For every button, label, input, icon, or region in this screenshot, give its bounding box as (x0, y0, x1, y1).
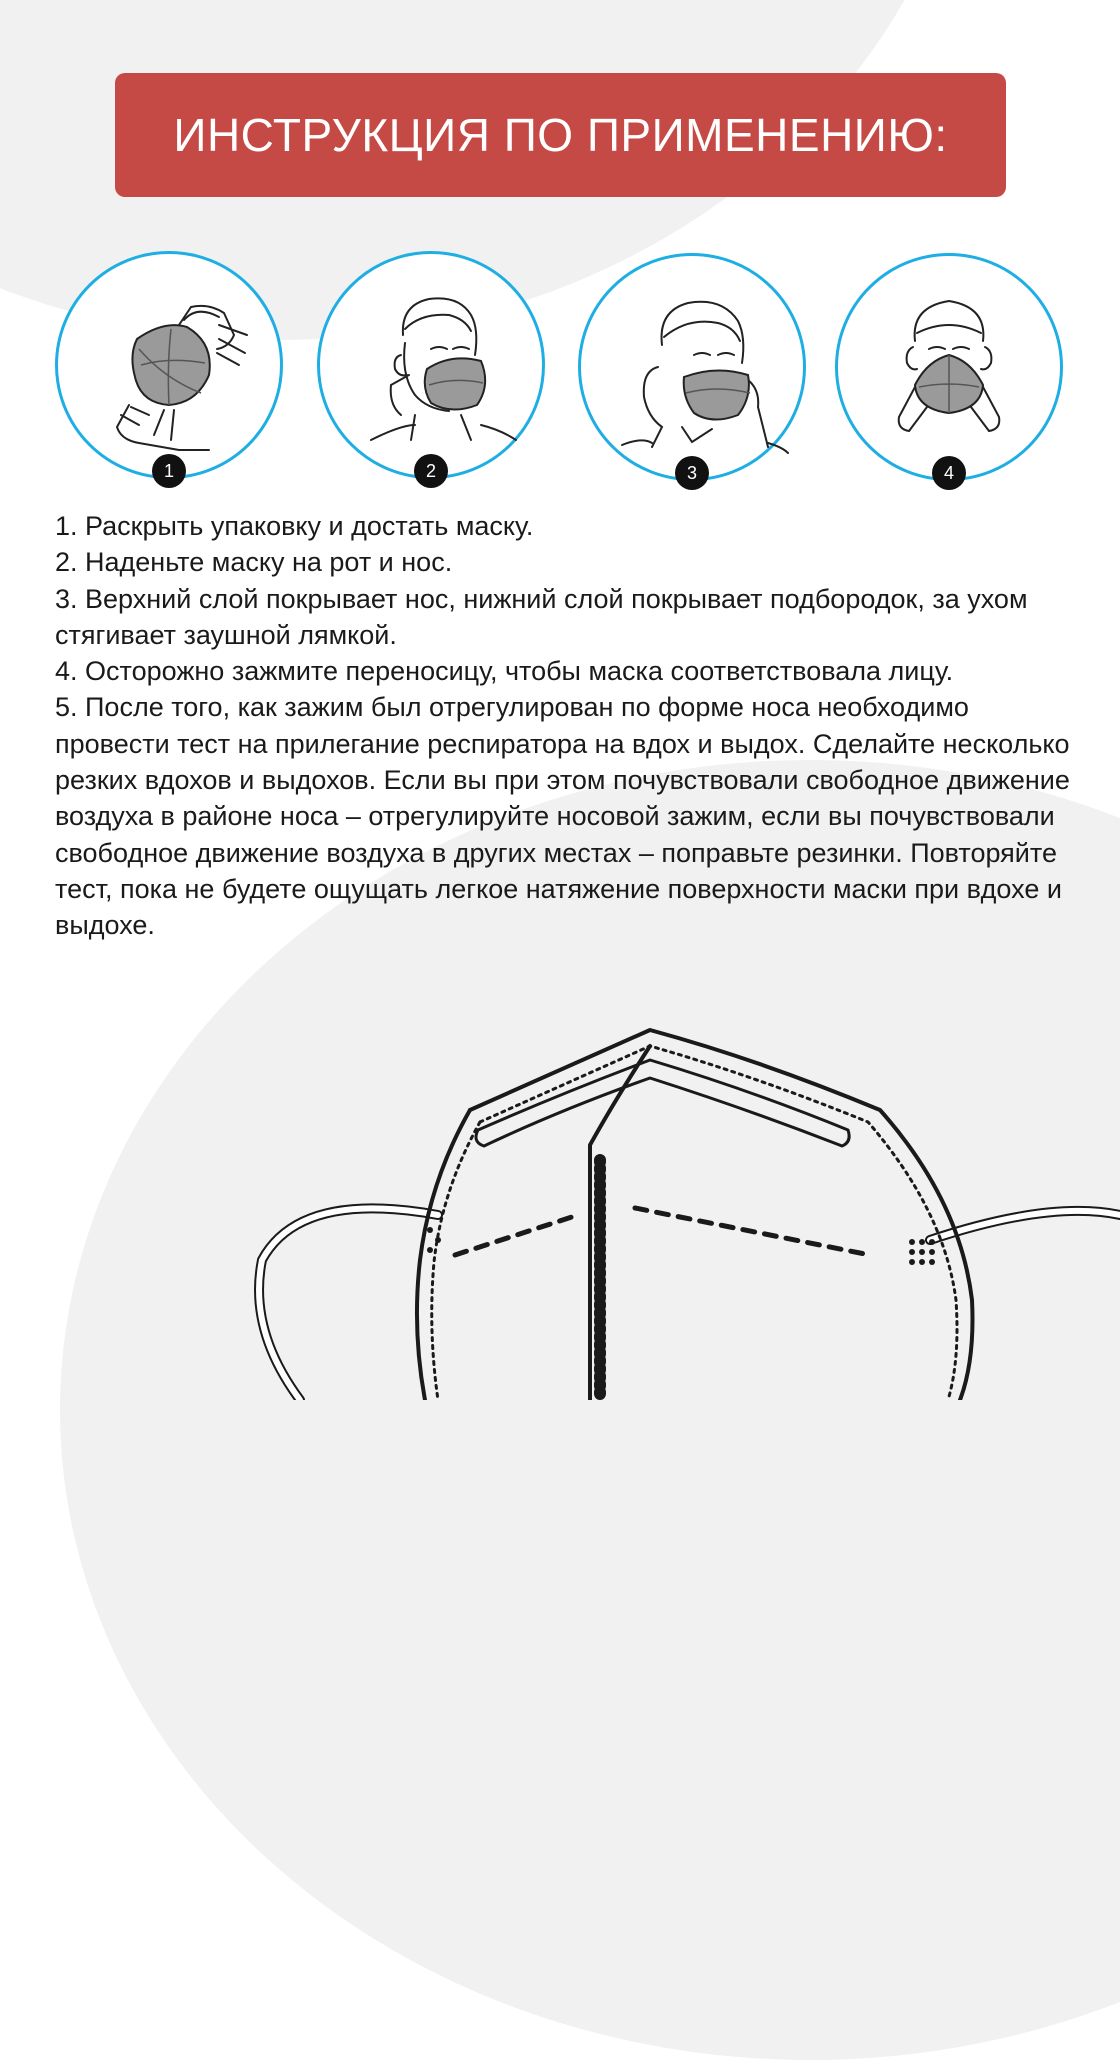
background-shape-bottom (60, 760, 1120, 2060)
step-2 (317, 251, 545, 479)
step-number-badge: 3 (675, 456, 709, 490)
step-number-badge: 1 (152, 454, 186, 488)
step-4 (835, 253, 1063, 481)
respirator-mask-icon (0, 1000, 1120, 1400)
adjust-ear-loops-icon (592, 267, 792, 467)
open-package-icon (69, 265, 269, 465)
instructions-list (55, 508, 1075, 944)
page-title: ИНСТРУКЦИЯ ПО ПРИМЕНЕНИЮ: (173, 109, 948, 161)
instruction-item: 1. Раскрыть упаковку и достать маску. (55, 511, 534, 541)
title-banner (115, 73, 1006, 197)
put-on-mask-icon (331, 265, 531, 465)
instruction-item: 4. Осторожно зажмите переносицу, чтобы маска соответствовала лицу. (55, 656, 954, 687)
press-nose-clip-icon (849, 267, 1049, 467)
step-number-badge: 2 (414, 454, 448, 488)
step-1 (55, 251, 283, 479)
instruction-item: 3. Верхний слой покрывает нос, нижний слой покрывает подбородок, за ухом стягивает заушной лямкой. (55, 583, 1028, 650)
step-3 (578, 253, 806, 481)
step-number-badge: 4 (932, 456, 966, 490)
instruction-item: 5. После того, как зажим был отрегулирован по форме носа необходимо провести тест на прилегание респиратора на вдох и выдох. Сделайте несколько резких вдохов и выдохов. Если вы при этом почувствовали свободное движение воздуха в районе носа – отрегулируйте носовой зажим, если вы почувствовали свободное движение воздуха в других местах – поправьте резинки. Повторяйте тест, пока не будете ощущать легкое натяжение поверхности маски при вдохе и выдохе. (55, 692, 1070, 941)
instruction-item: 2. Наденьте маску на рот и нос. (55, 547, 453, 578)
